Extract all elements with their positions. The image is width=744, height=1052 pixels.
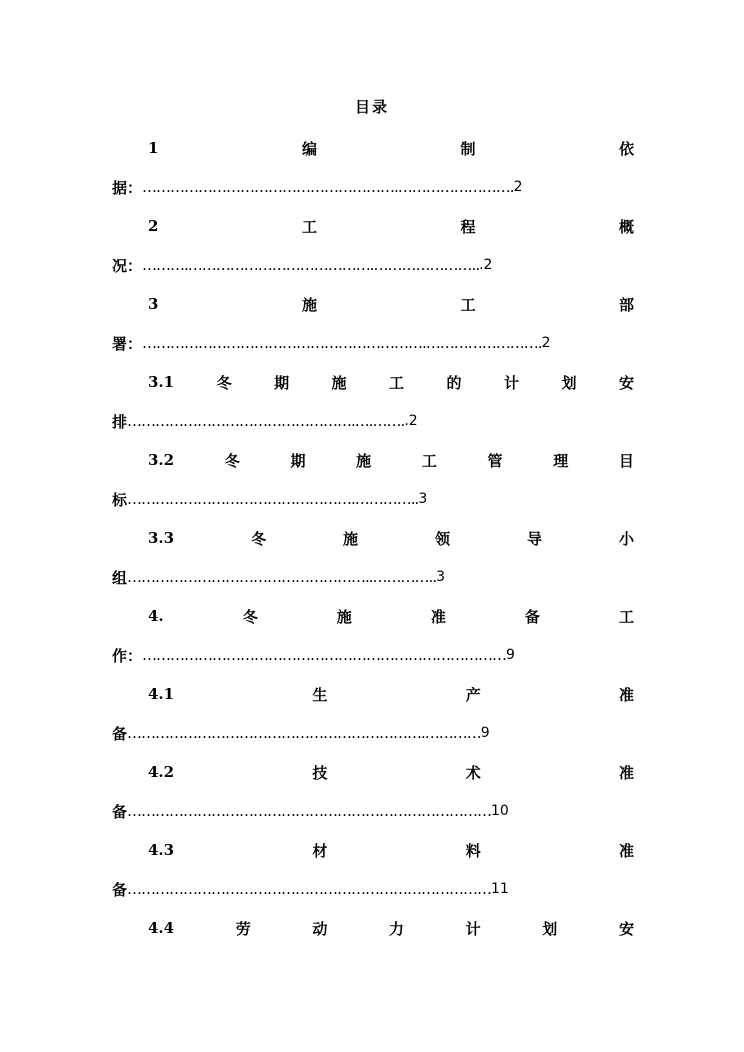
toc-entry-continuation[interactable]: [112, 801, 632, 821]
toc-entry-continuation[interactable]: [112, 723, 632, 743]
toc-entry-char: 程: [460, 217, 476, 236]
toc-entry-char: 制: [460, 139, 476, 158]
toc-entry-heading[interactable]: [148, 372, 634, 392]
toc-entry-char: 期: [290, 451, 306, 470]
toc-leader-dots: ………………………………………….…………..: [127, 490, 419, 508]
toc-entry-char: 冬: [251, 529, 267, 548]
toc-entry-char: 施: [336, 607, 352, 626]
toc-entry-text: 据：: [112, 178, 143, 197]
toc-entry-char: 小: [618, 529, 634, 548]
toc-entry-number: 4.1: [148, 685, 175, 703]
toc-entry-char: 领: [435, 529, 451, 548]
toc-entry-heading[interactable]: [148, 606, 634, 626]
toc-entry-char: 施: [343, 529, 359, 548]
toc-entry-heading[interactable]: [148, 684, 634, 704]
toc-leader-dots: ………………………………………….….…….: [127, 412, 405, 430]
toc-page-number: 3: [436, 569, 446, 585]
toc-entry-char: 安: [618, 373, 634, 392]
toc-entry-heading[interactable]: [148, 138, 634, 158]
toc-page-number: .2: [404, 413, 418, 429]
toc-entry-number: 4.4: [148, 919, 175, 937]
toc-entry-char: 部: [618, 295, 634, 314]
toc-entry-char: 工: [618, 607, 634, 626]
toc-entry-continuation[interactable]: [112, 411, 632, 431]
toc-leader-dots: ……………………………………………………………………: [127, 880, 492, 898]
toc-entry-continuation[interactable]: [112, 333, 632, 353]
toc-page-number: 11: [491, 881, 509, 897]
toc-entry-continuation[interactable]: [112, 567, 632, 587]
toc-entry-char: 技: [312, 763, 328, 782]
toc-entry-heading[interactable]: [148, 216, 634, 236]
toc-page-number: 2: [541, 335, 551, 351]
toc-entry-char: 概: [618, 217, 634, 236]
toc-entry-heading[interactable]: [148, 294, 634, 314]
toc-entry-char: 工: [389, 373, 405, 392]
toc-entry-char: 施: [301, 295, 317, 314]
toc-entry-char: 目: [618, 451, 634, 470]
toc-title: 目录: [354, 98, 389, 116]
toc-entry-continuation[interactable]: [112, 645, 632, 665]
toc-entry-heading[interactable]: [148, 918, 634, 938]
toc-entry-char: 工: [421, 451, 437, 470]
toc-entry-char: 生: [312, 685, 328, 704]
toc-page-number: .2: [479, 257, 493, 273]
toc-entry-continuation[interactable]: [112, 879, 632, 899]
toc-entry-text: 标: [112, 490, 128, 509]
toc-entry-char: 划: [561, 373, 577, 392]
toc-entry-text: 署：: [112, 334, 143, 353]
toc-entry-number: 4.2: [148, 763, 175, 781]
toc-entry-char: 施: [331, 373, 347, 392]
toc-entry-char: 施: [356, 451, 372, 470]
toc-entry-char: 理: [553, 451, 569, 470]
toc-entry-char: 管: [487, 451, 503, 470]
toc-entry-number: 3.3: [148, 529, 175, 547]
toc-entry-char: 冬: [216, 373, 232, 392]
toc-entry-char: 划: [542, 919, 558, 938]
toc-leader-dots: ……………………………………………………………………: [127, 802, 492, 820]
toc-entry-continuation[interactable]: [112, 177, 632, 197]
toc-entry-char: 动: [312, 919, 328, 938]
toc-entry-char: 劳: [235, 919, 251, 938]
toc-entry-char: 工: [460, 295, 476, 314]
toc-leader-dots: ……………………………………………………….…………: [127, 724, 481, 742]
toc-entry-char: 编: [301, 139, 317, 158]
toc-leader-dots: ……….………………………………….…………………..: [142, 256, 480, 274]
toc-page-number: 9: [506, 647, 515, 663]
toc-entry-number: 2: [148, 217, 159, 235]
toc-entry-char: 备: [524, 607, 540, 626]
toc-leader-dots: ……………………………………………..…………..: [127, 568, 437, 586]
toc-entry-continuation[interactable]: [112, 489, 632, 509]
toc-entry-char: 计: [465, 919, 481, 938]
toc-entry-number: 4.: [148, 607, 164, 625]
toc-page-number: 10: [491, 803, 509, 819]
toc-page-number: 3: [418, 491, 428, 507]
toc-entry-char: 计: [504, 373, 520, 392]
toc-leader-dots: ……………………………………………………………………: [142, 646, 507, 664]
toc-entry-number: 3.1: [148, 373, 175, 391]
toc-entry-number: 3.2: [148, 451, 175, 469]
toc-entry-char: 导: [526, 529, 542, 548]
toc-entry-char: 依: [618, 139, 634, 158]
toc-entry-text: 组: [112, 568, 128, 587]
toc-entry-text: 排: [112, 412, 128, 431]
toc-entry-char: 术: [465, 763, 481, 782]
toc-entry-char: 准: [430, 607, 446, 626]
toc-entry-heading[interactable]: [148, 840, 634, 860]
toc-entry-char: 工: [301, 217, 317, 236]
toc-entry-heading[interactable]: [148, 762, 634, 782]
toc-leader-dots: …………………………………………………….…………………….: [142, 334, 542, 352]
toc-entry-text: 备: [112, 802, 128, 821]
toc-page-number: 9: [480, 725, 490, 741]
toc-entry-number: 3: [148, 295, 159, 313]
toc-entry-char: 准: [618, 685, 634, 704]
toc-entry-continuation[interactable]: [112, 255, 632, 275]
toc-entry-char: 料: [465, 841, 481, 860]
toc-entry-char: 准: [618, 841, 634, 860]
toc-entry-char: 期: [274, 373, 290, 392]
toc-entry-number: 1: [148, 139, 159, 157]
toc-entry-text: 备: [112, 880, 128, 899]
toc-entry-char: 安: [618, 919, 634, 938]
toc-page-number: 2: [513, 179, 523, 195]
toc-entry-number: 4.3: [148, 841, 175, 859]
toc-entry-char: 准: [618, 763, 634, 782]
toc-entry-text: 备: [112, 724, 128, 743]
toc-entry-char: 冬: [224, 451, 240, 470]
toc-entry-char: 的: [446, 373, 462, 392]
toc-entry-char: 材: [312, 841, 328, 860]
toc-entry-text: 况：: [112, 256, 143, 275]
toc-entry-heading[interactable]: [148, 528, 634, 548]
toc-entry-heading[interactable]: [148, 450, 634, 470]
toc-entry-text: 作：: [112, 646, 143, 665]
toc-entry-char: 冬: [242, 607, 258, 626]
toc-entry-char: 产: [465, 685, 481, 704]
toc-entry-char: 力: [389, 919, 405, 938]
toc-leader-dots: ……………………………………………….…………………….: [142, 178, 514, 196]
